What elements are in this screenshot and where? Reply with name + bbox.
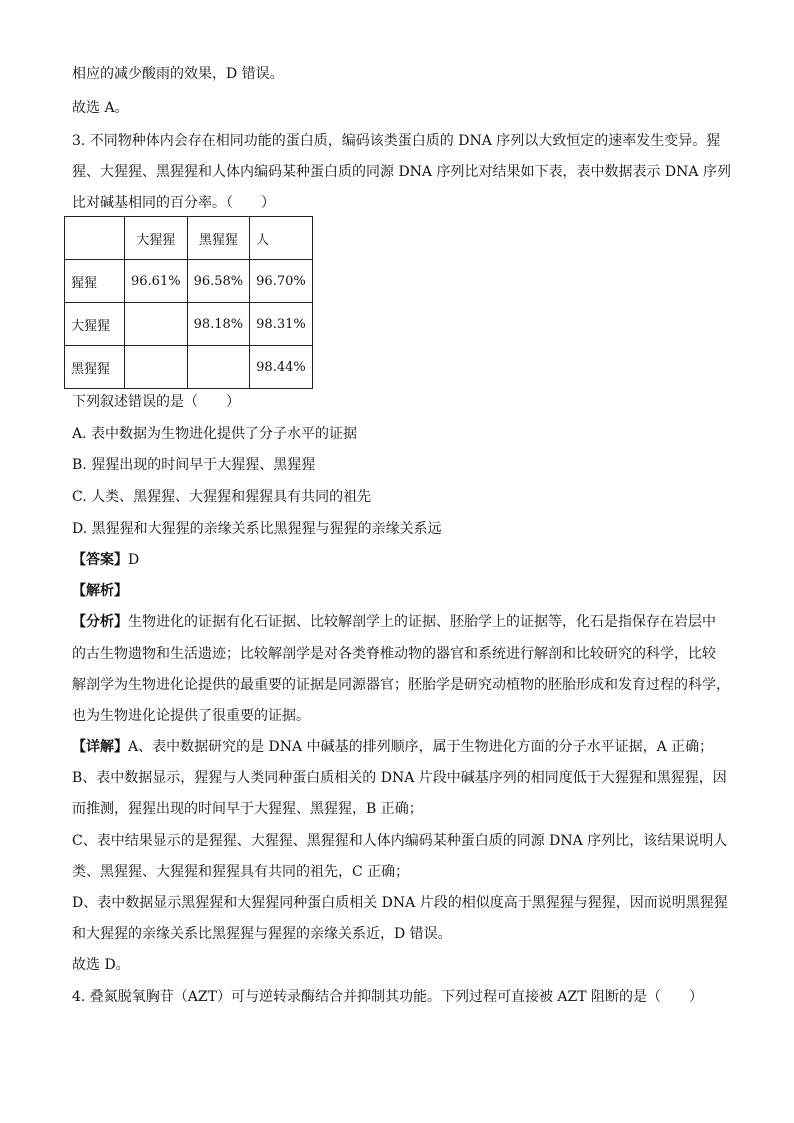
question-3-line: 猩、大猩猩、黑猩猩和人体内编码某种蛋白质的同源 DNA 序列比对结果如下表，表中数据表示 DNA 序列 xyxy=(72,164,731,180)
option-a: A. 表中数据为生物进化提供了分子水平的证据 xyxy=(72,426,358,442)
detail-line: 和大猩猩的亲缘关系比黑猩猩与猩猩的亲缘关系近，D 错误。 xyxy=(72,926,452,942)
question-prompt: 下列叙述错误的是（ ） xyxy=(72,394,240,410)
table-cell: 96.70% xyxy=(250,260,313,303)
table-row xyxy=(65,346,313,389)
option-b: B. 猩猩出现的时间早于大猩猩、黑猩猩 xyxy=(72,457,316,473)
table-cell xyxy=(125,303,188,346)
detail-line: D、表中数据显示黑猩猩和大猩猩同种蛋白质相关 DNA 片段的相似度高于黑猩猩与猩猩，因而说明黑猩猩 xyxy=(72,895,728,911)
text-line: 相应的减少酸雨的效果，D 错误。 xyxy=(72,66,284,82)
analysis-line: 也为生物进化论提供了很重要的证据。 xyxy=(72,708,310,724)
answer-line xyxy=(72,550,139,570)
table-cell: 猩猩 xyxy=(65,260,125,303)
table-row xyxy=(65,260,313,303)
detail-a: A、表中数据研究的是 DNA 中碱基的排列顺序，属于生物进化方面的分子水平证据，A 正确； xyxy=(128,739,714,755)
question-3-line: 3. 不同物种体内会存在相同功能的蛋白质，编码该类蛋白质的 DNA 序列以大致恒定的速率发生变异。猩 xyxy=(72,133,721,149)
analysis-line: 解剖学为生物进化论提供的最重要的证据是同源器官；胚胎学是研究动植物的胚胎形成和发育过程的科学， xyxy=(72,677,730,693)
answer-tag: 【答案】 xyxy=(72,552,128,568)
table-cell: 98.31% xyxy=(250,303,313,346)
analysis-label: 【解析】 xyxy=(72,583,128,599)
table-cell: 大猩猩 xyxy=(65,303,125,346)
detail-line: C、表中结果显示的是猩猩、大猩猩、黑猩猩和人体内编码某种蛋白质的同源 DNA 序列比，该结果说明人 xyxy=(72,833,728,849)
text-line: 故选 A。 xyxy=(72,100,129,116)
detail-line: B、表中数据显示，猩猩与人类同种蛋白质相关的 DNA 片段中碱基序列的相同度低于大猩猩和黑猩猩，因 xyxy=(72,770,727,786)
dna-comparison-table xyxy=(64,216,313,389)
table-cell: 黑猩猩 xyxy=(187,217,250,260)
answer-value: D xyxy=(128,552,140,568)
table-cell: 黑猩猩 xyxy=(65,346,125,389)
table-cell xyxy=(187,346,250,389)
table-cell: 大猩猩 xyxy=(125,217,188,260)
fenxi-tag: 【分析】 xyxy=(72,614,128,630)
xiangjie-tag: 【详解】 xyxy=(72,739,128,755)
table-row xyxy=(65,303,313,346)
option-c: C. 人类、黑猩猩、大猩猩和猩猩具有共同的祖先 xyxy=(72,489,372,505)
analysis-line xyxy=(72,612,716,632)
question-3-line: 比对碱基相同的百分率。（ ） xyxy=(72,195,275,211)
table-cell: 96.61% xyxy=(125,260,188,303)
detail-line: 而推测，猩猩出现的时间早于大猩猩、黑猩猩，B 正确； xyxy=(72,801,423,817)
detail-line: 类、黑猩猩、大猩猩和猩猩具有共同的祖先，C 正确； xyxy=(72,864,410,880)
table-cell xyxy=(125,346,188,389)
fenxi-text: 生物进化的证据有化石证据、比较解剖学上的证据、胚胎学上的证据等，化石是指保存在岩层中 xyxy=(128,614,716,630)
table-cell: 96.58% xyxy=(187,260,250,303)
table-cell: 人 xyxy=(250,217,313,260)
table-cell: 98.44% xyxy=(250,346,313,389)
text-line: 故选 D。 xyxy=(72,957,130,973)
table-cell: 98.18% xyxy=(187,303,250,346)
table-cell xyxy=(65,217,125,260)
table-header-row xyxy=(65,217,313,260)
question-4-line: 4. 叠氮脱氧胸苷（AZT）可与逆转录酶结合并抑制其功能。下列过程可直接被 AZT 阻断的是（ ） xyxy=(72,989,704,1005)
detail-line xyxy=(72,737,713,757)
option-d: D. 黑猩猩和大猩猩的亲缘关系比黑猩猩与猩猩的亲缘关系远 xyxy=(72,521,442,537)
analysis-line: 的古生物遗物和生活遗迹；比较解剖学是对各类脊椎动物的器官和系统进行解剖和比较研究的科学，比较 xyxy=(72,646,716,662)
analysis-tag xyxy=(72,581,128,601)
